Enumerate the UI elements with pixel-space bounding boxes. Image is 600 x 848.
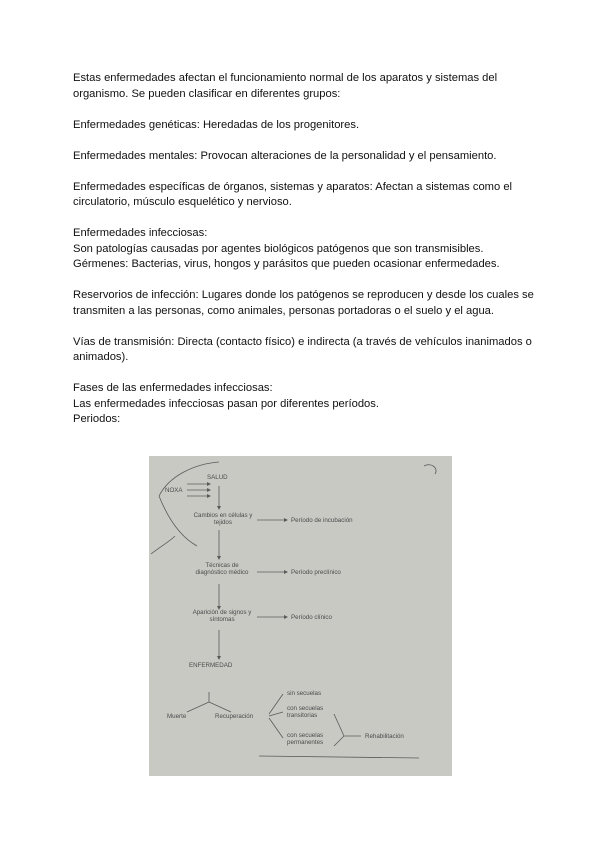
tecnicas-text: Técnicas de diagnóstico médico	[195, 562, 249, 576]
rehabilitacion-label: Rehabilitación	[365, 733, 404, 740]
organ-diseases-paragraph: Enfermedades específicas de órganos, sistemas y aparatos: Afectan a sistemas como el circulatorio, músculo esquelético y nervioso.	[73, 180, 513, 208]
document-text	[73, 71, 543, 428]
con-secuelas-permanentes-text: con secuelas permanentes	[287, 732, 324, 746]
enfermedad-label: ENFERMEDAD	[189, 662, 233, 669]
mental-diseases-paragraph: Enfermedades mentales: Provocan alteraciones de la personalidad y el pensamiento.	[73, 149, 497, 162]
salud-label: SALUD	[207, 474, 228, 481]
intro-paragraph: Estas enfermedades afectan el funcionamiento normal de los aparatos y sistemas del organismo. Se pueden clasificar en diferentes grupos:	[73, 72, 498, 100]
reservoirs-paragraph: Reservorios de infección: Lugares donde los patógenos se reproducen y desde los cuales se transmiten a las personas, como animales, personas portadoras o el suelo y el agua.	[73, 289, 534, 317]
muerte-label: Muerte	[167, 713, 187, 720]
periodo-clinico-label: Período clínico	[291, 614, 332, 621]
disease-periods-diagram-photo	[149, 456, 452, 776]
cambios-text: Cambios en células y tejidos	[193, 512, 253, 526]
con-secuelas-transitorias-label	[287, 705, 337, 719]
tecnicas-label	[189, 562, 255, 576]
infectious-heading: Enfermedades infecciosas:	[73, 227, 208, 239]
aparicion-label	[189, 609, 255, 623]
con-secuelas-transitorias-text: con secuelas transitorias	[287, 705, 324, 719]
recuperacion-label: Recuperación	[215, 713, 254, 720]
periodo-preclinico-label: Período preclínico	[291, 569, 341, 576]
periodo-incubacion-label: Período de incubación	[291, 517, 353, 524]
phases-heading: Fases de las enfermedades infecciosas:	[73, 382, 273, 394]
infectious-definition: Son patologías causadas por agentes biológicos patógenos que son transmisibles.	[73, 242, 484, 255]
con-secuelas-permanentes-label	[287, 732, 337, 746]
aparicion-text: Aparición de signos y síntomas	[192, 609, 252, 623]
periods-heading: Periodos:	[73, 413, 121, 425]
noxa-label: NOXA	[165, 487, 183, 494]
cambios-label	[193, 512, 253, 526]
sin-secuelas-label: sin secuelas	[287, 690, 322, 697]
germs-paragraph: Gérmenes: Bacterias, virus, hongos y parásitos que pueden ocasionar enfermedades.	[73, 258, 500, 270]
genetic-diseases-paragraph: Enfermedades genéticas: Heredadas de los progenitores.	[73, 118, 360, 131]
transmission-paragraph: Vías de transmisión: Directa (contacto físico) e indirecta (a través de vehículos inanimados o animados).	[73, 335, 532, 363]
phases-description: Las enfermedades infecciosas pasan por diferentes períodos.	[73, 397, 379, 410]
